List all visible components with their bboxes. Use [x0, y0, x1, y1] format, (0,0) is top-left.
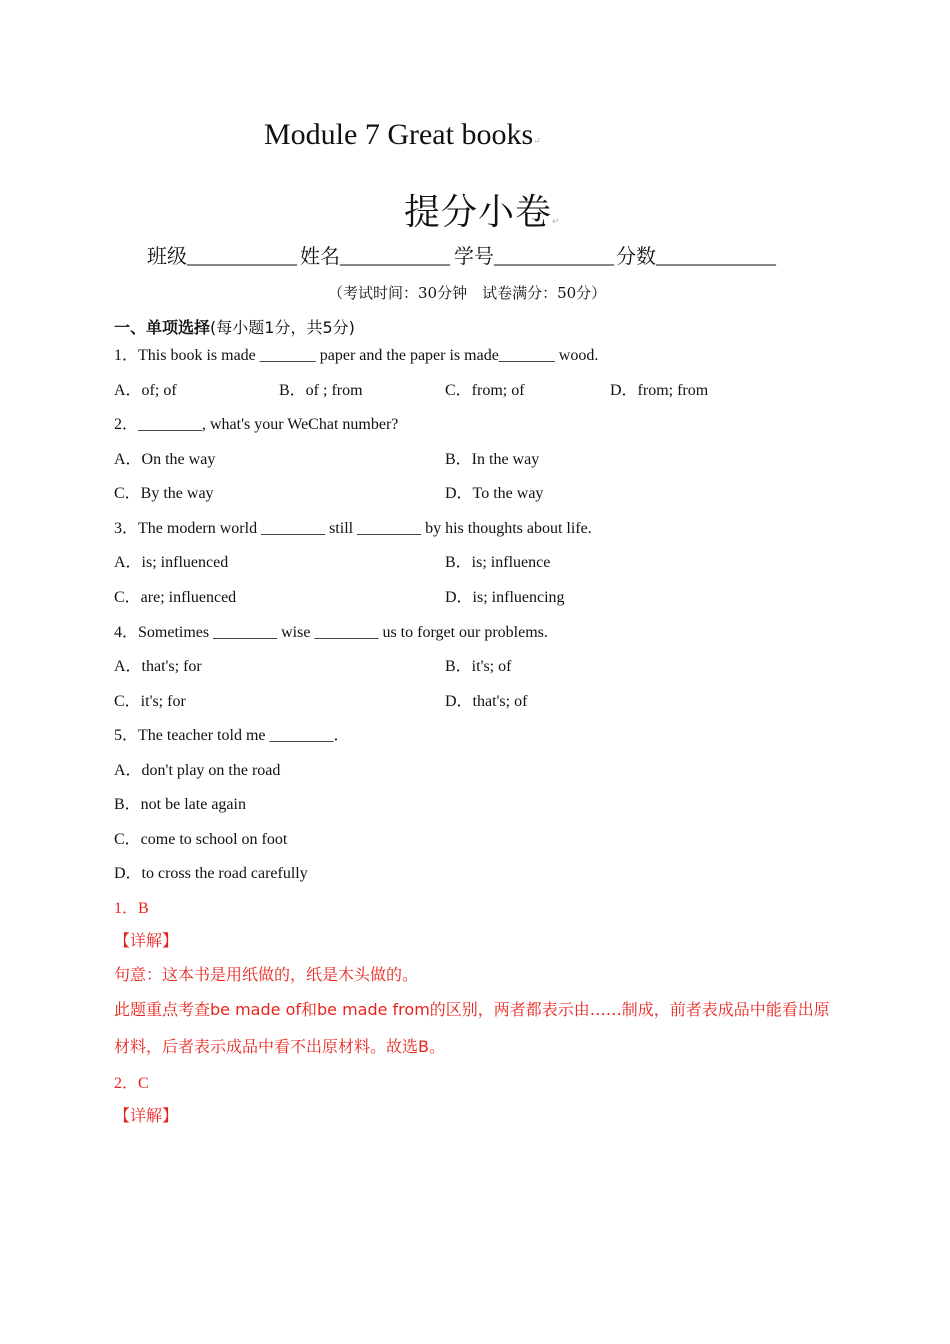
question-4-option-b: B．it's; of	[445, 658, 512, 675]
question-4-option-a: A．that's; for	[114, 658, 202, 675]
question-1-option-d: D．from; from	[610, 382, 709, 399]
question-1-option-a: A．of; of	[114, 382, 177, 399]
answer-1-detail-label: 【详解】	[114, 931, 179, 950]
question-5-stem: 5．The teacher told me ________．	[114, 727, 350, 744]
question-4-option-c: C．it's; for	[114, 693, 186, 710]
answer-1-explanation-line2: 材料，后者表示成品中看不出原材料。故选B。	[114, 1037, 445, 1056]
question-5-option-a: A．don't play on the road	[114, 762, 281, 779]
page-subtitle: 提分小卷↵	[404, 192, 561, 233]
question-1-option-c: C．from; of	[445, 382, 525, 399]
exam-time-note: （考试时间：30分钟 试卷满分：50分）	[328, 284, 607, 302]
question-5-option-b: B．not be late again	[114, 796, 246, 813]
question-5-option-d: D．to cross the road carefully	[114, 865, 308, 882]
question-1-stem: 1．This book is made _______ paper and the paper is made_______ wood.	[114, 347, 599, 364]
answer-1: 1．B	[114, 900, 149, 917]
question-2-option-c: C．By the way	[114, 485, 214, 502]
class-field: 班级___________	[147, 244, 297, 268]
question-3-option-c: C．are; influenced	[114, 589, 237, 606]
question-2-option-b: B．In the way	[445, 451, 540, 468]
page-title: Module 7 Great books↵	[264, 118, 541, 151]
score-field: 分数____________	[616, 244, 776, 268]
question-1-option-b: B．of ; from	[279, 382, 363, 399]
name-field: 姓名___________	[300, 244, 450, 268]
question-4-option-d: D．that's; of	[445, 693, 528, 710]
answer-2-detail-label: 【详解】	[114, 1106, 179, 1125]
question-5-option-c: C．come to school on foot	[114, 831, 288, 848]
question-2-stem: 2．________, what's your WeChat number?	[114, 416, 399, 433]
question-2-option-a: A．On the way	[114, 451, 216, 468]
question-2-option-d: D．To the way	[445, 485, 544, 502]
answer-1-translation: 句意：这本书是用纸做的，纸是木头做的。	[114, 965, 419, 984]
question-3-stem: 3．The modern world ________ still ________ by his thoughts about life.	[114, 520, 592, 537]
section-heading: 一、单项选择(每小题1分，共5分)	[114, 318, 355, 337]
answer-2: 2．C	[114, 1075, 149, 1092]
student-id-field: 学号____________	[454, 244, 614, 268]
question-3-option-b: B．is; influence	[445, 554, 551, 571]
answer-1-explanation-line1: 此题重点考查be made of和be made from的区别，两者都表示由……制成，前者表成品中能看出原	[114, 1000, 830, 1019]
question-4-stem: 4．Sometimes ________ wise ________ us to forget our problems.	[114, 624, 548, 641]
question-3-option-a: A．is; influenced	[114, 554, 229, 571]
question-3-option-d: D．is; influencing	[445, 589, 565, 606]
